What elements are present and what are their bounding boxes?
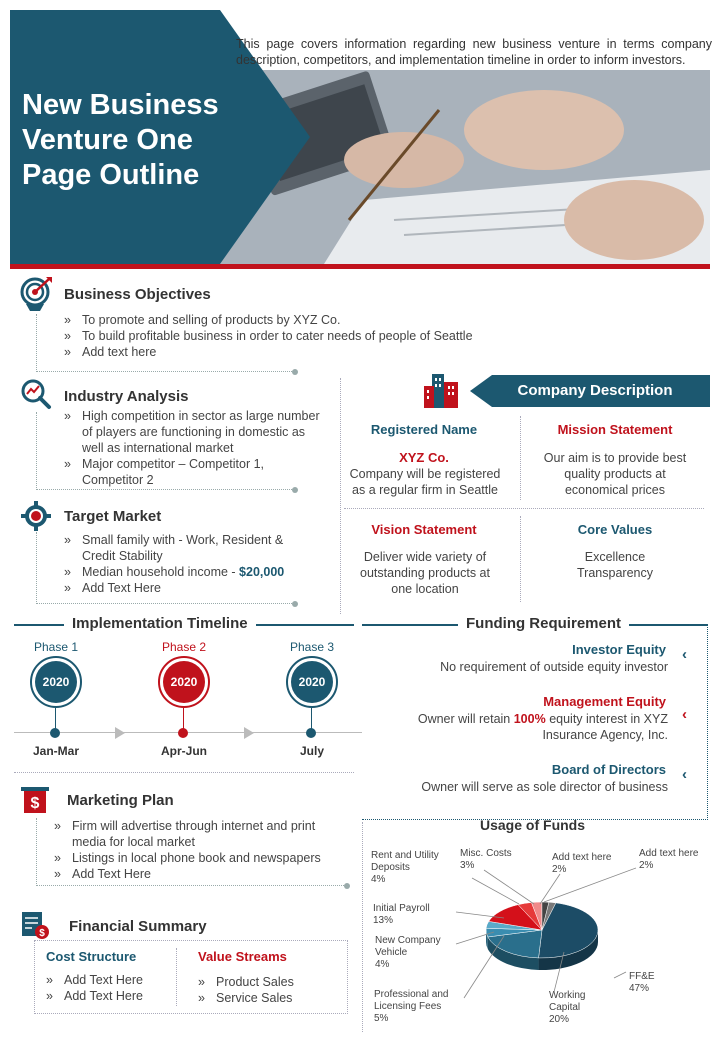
- pie-label-add-2: [639, 848, 699, 872]
- financial-doc-icon: [20, 910, 50, 940]
- frame-dot: [292, 601, 298, 607]
- cost-structure-list: [44, 972, 172, 1004]
- cd-divider: [344, 508, 704, 509]
- frame-dot: [344, 883, 350, 889]
- core-values-heading: Core Values: [577, 522, 653, 537]
- management-text-after: equity interest in XYZ Insurance Agency, Inc.: [542, 712, 668, 742]
- industry-analysis-list: [62, 408, 324, 488]
- phase-2-circle: [158, 656, 210, 708]
- value-streams-list: [196, 974, 336, 1006]
- vision-heading: Vision Statement: [371, 522, 477, 537]
- pie-label-name: New Company Vehicle: [375, 935, 441, 958]
- list-item: » Service Sales: [196, 990, 336, 1006]
- board-text: Owner will serve as sole director of business: [421, 780, 668, 794]
- registered-name-heading: Registered Name: [370, 422, 478, 437]
- phase-1-label: Phase 1: [33, 640, 79, 654]
- phase-3-label: Phase 3: [289, 640, 335, 654]
- pie-label-name: Misc. Costs: [460, 848, 512, 859]
- pie-label-name: Add text here: [639, 848, 699, 859]
- list-item: » Product Sales: [196, 974, 336, 990]
- svg-text:$: $: [39, 928, 45, 939]
- search-chart-icon: [20, 378, 52, 410]
- pie-label-name: FF&E: [629, 971, 655, 982]
- financial-summary-title: Financial Summary: [69, 918, 207, 935]
- phase-dot: [178, 728, 188, 738]
- pie-label-ffe: [629, 971, 679, 995]
- pie-leader-line: [472, 878, 519, 904]
- pie-label-payroll: [373, 903, 453, 927]
- pie-label-value: 2%: [552, 864, 567, 875]
- core-value-1: Excellence: [584, 550, 646, 564]
- cd-divider: [520, 516, 521, 602]
- phase-3-period: July: [299, 744, 324, 758]
- list-item: » To promote and selling of products by XYZ Co.: [62, 312, 502, 328]
- income-value: $20,000: [239, 565, 285, 579]
- marketing-plan-list: [52, 818, 342, 882]
- chevron-left-icon: ‹: [682, 706, 687, 723]
- timeline-title: Implementation Timeline: [64, 615, 256, 632]
- management-text-before: Owner will retain: [417, 712, 514, 726]
- phase-2-period: Apr-Jun: [161, 744, 207, 758]
- vision-text: Deliver wide variety of outstanding products at one location: [360, 550, 490, 596]
- pie-leader-line: [464, 936, 504, 998]
- pie-label-value: 47%: [629, 983, 650, 994]
- marketing-plan-title: Marketing Plan: [67, 792, 174, 809]
- chart-divider: [362, 822, 363, 1032]
- pie-label-value: 2%: [639, 860, 654, 871]
- list-item: » Small family with - Work, Resident & Credit Stability: [62, 532, 312, 564]
- list-item: » High competition in sector as large number of players are functioning in domestic as well as international market: [62, 408, 324, 456]
- board-heading: Board of Directors: [551, 762, 666, 777]
- list-item: » Add text here: [62, 344, 502, 360]
- investor-equity-heading: Investor Equity: [572, 642, 666, 657]
- chevron-left-icon: ‹: [682, 766, 687, 783]
- phase-2-year: 2020: [163, 661, 205, 703]
- page-title: New Business Venture One Page Outline: [22, 89, 219, 191]
- timeline-arrow: [244, 727, 254, 739]
- header-divider: [10, 264, 710, 269]
- business-objectives-list: [62, 312, 502, 360]
- management-equity-heading: Management Equity: [543, 694, 666, 709]
- company-name: XYZ Co.: [399, 450, 449, 465]
- financial-divider: [176, 948, 177, 1006]
- chart-title: Usage of Funds: [480, 817, 586, 833]
- income-label: Median household income -: [82, 565, 240, 579]
- phase-3-circle: [286, 656, 338, 708]
- industry-analysis-title: Industry Analysis: [64, 388, 189, 405]
- target-icon: [18, 276, 54, 312]
- funding-title: Funding Requirement: [458, 615, 629, 632]
- svg-text:$: $: [30, 795, 40, 812]
- target-gear-icon: [20, 500, 52, 532]
- phase-dot: [50, 728, 60, 738]
- mission-heading: Mission Statement: [557, 422, 673, 437]
- pie-label-name: Add text here: [552, 852, 612, 863]
- list-item: » Listings in local phone book and newspapers: [52, 850, 342, 866]
- pie-label-name: Professional and Licensing Fees: [374, 989, 449, 1012]
- company-description-title: Company Description: [517, 382, 673, 399]
- section-divider: [14, 772, 354, 773]
- pie-label-name: Initial Payroll: [373, 903, 430, 914]
- intro-text: This page covers information regarding new business venture in terms company description, competitors, and implementation timeline in order to inform investors.: [236, 37, 712, 67]
- list-item: » To build profitable business in order to cater needs of people of Seattle: [62, 328, 502, 344]
- pie-label-rent: [371, 850, 451, 886]
- business-objectives-title: Business Objectives: [64, 286, 211, 303]
- pie-label-vehicle: [375, 935, 455, 971]
- mission-text: Our aim is to provide best quality products at economical prices: [543, 451, 687, 497]
- pie-label-professional: [374, 989, 466, 1025]
- management-equity-text: [368, 711, 668, 743]
- value-streams-heading: Value Streams: [198, 949, 287, 964]
- pie-label-misc: [460, 848, 530, 872]
- column-divider: [340, 378, 341, 614]
- phase-1-year: 2020: [35, 661, 77, 703]
- pie-label-value: 4%: [371, 874, 386, 885]
- management-highlight: 100%: [513, 712, 546, 726]
- dollar-sign-icon: [20, 786, 50, 814]
- phase-3-year: 2020: [291, 661, 333, 703]
- phase-dot: [306, 728, 316, 738]
- list-item: » Add Text Here: [44, 988, 172, 1004]
- list-item: » Add Text Here: [62, 580, 312, 596]
- phase-1-period: Jan-Mar: [32, 744, 79, 758]
- list-item: » Firm will advertise through internet and print media for local market: [52, 818, 342, 850]
- pie-label-working: [549, 990, 609, 1026]
- frame-dot: [292, 369, 298, 375]
- core-value-2: Transparency: [577, 566, 653, 580]
- pie-leader-line: [614, 972, 626, 978]
- target-market-title: Target Market: [64, 508, 162, 525]
- pie-label-add-1: [552, 852, 622, 876]
- target-market-list: [62, 532, 312, 596]
- phase-1-circle: [30, 656, 82, 708]
- list-item: [62, 564, 312, 580]
- pie-label-value: 5%: [374, 1013, 389, 1024]
- pie-label-value: 3%: [460, 860, 475, 871]
- buildings-icon: [424, 372, 460, 410]
- pie-label-value: 20%: [549, 1014, 570, 1025]
- list-item: » Add Text Here: [52, 866, 342, 882]
- phase-2-label: Phase 2: [161, 640, 207, 654]
- pie-label-name: Working Capital: [549, 990, 586, 1013]
- cd-divider: [520, 416, 521, 500]
- cost-structure-heading: Cost Structure: [46, 949, 137, 964]
- list-item: » Add Text Here: [44, 972, 172, 988]
- pie-label-name: Rent and Utility Deposits: [371, 850, 439, 873]
- list-item: » Major competitor – Competitor 1, Competitor 2: [62, 456, 324, 488]
- pie-label-value: 4%: [375, 959, 390, 970]
- investor-equity-text: No requirement of outside equity investor: [440, 660, 668, 674]
- chevron-left-icon: ‹: [682, 646, 687, 663]
- pie-label-value: 13%: [373, 915, 394, 926]
- registered-name-text: Company will be registered as a regular firm in Seattle: [349, 467, 501, 497]
- timeline-arrow: [115, 727, 125, 739]
